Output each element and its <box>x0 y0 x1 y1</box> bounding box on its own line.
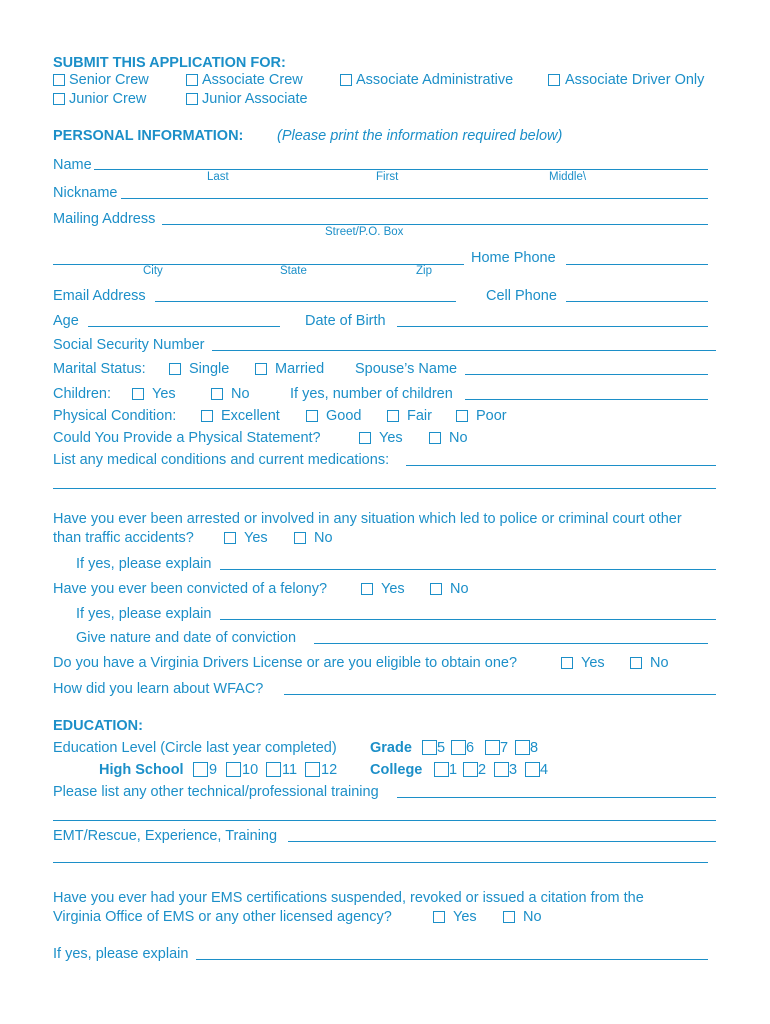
associate-administrative-label: Associate Administrative <box>356 72 514 88</box>
conviction-field[interactable] <box>314 643 708 644</box>
hs-11-checkbox[interactable] <box>266 762 281 777</box>
grade-5-label: 5 <box>437 740 446 756</box>
submit-heading: SUBMIT THIS APPLICATION FOR: <box>53 55 286 71</box>
statement-no-label: No <box>449 430 468 446</box>
learn-field[interactable] <box>284 694 716 695</box>
personal-instruction: (Please print the information required below) <box>277 128 563 144</box>
education-level-label: Education Level (Circle last year completed) <box>53 740 337 756</box>
number-children-field[interactable] <box>465 399 708 400</box>
felony-yes-checkbox[interactable] <box>361 583 373 595</box>
married-checkbox[interactable] <box>255 363 267 375</box>
emt-field[interactable] <box>288 841 716 842</box>
fair-label: Fair <box>407 408 432 424</box>
grade-6-label: 6 <box>466 740 475 756</box>
excellent-checkbox[interactable] <box>201 410 213 422</box>
home-phone-label: Home Phone <box>471 250 556 266</box>
dob-label: Date of Birth <box>305 313 386 329</box>
middle-caption: Middle\ <box>549 171 587 183</box>
senior-crew-checkbox[interactable] <box>53 74 65 86</box>
cell-phone-field[interactable] <box>566 301 708 302</box>
single-checkbox[interactable] <box>169 363 181 375</box>
felony-question: Have you ever been convicted of a felony? <box>53 581 328 597</box>
grade-6-checkbox[interactable] <box>451 740 466 755</box>
arrested-explain-label: If yes, please explain <box>76 556 212 572</box>
associate-crew-checkbox[interactable] <box>186 74 198 86</box>
felony-explain-label: If yes, please explain <box>76 606 212 622</box>
cell-phone-label: Cell Phone <box>486 288 557 304</box>
zip-caption: Zip <box>416 265 432 277</box>
medical-field-2[interactable] <box>53 488 716 489</box>
hs-9-label: 9 <box>209 762 218 778</box>
spouse-name-label: Spouse’s Name <box>355 361 458 377</box>
felony-no-label: No <box>450 581 469 597</box>
married-label: Married <box>275 361 325 377</box>
children-label: Children: <box>53 386 112 402</box>
ssn-field[interactable] <box>212 350 716 351</box>
single-label: Single <box>189 361 230 377</box>
first-caption: First <box>376 171 399 183</box>
grade-5-checkbox[interactable] <box>422 740 437 755</box>
hs-10-checkbox[interactable] <box>226 762 241 777</box>
medical-field[interactable] <box>406 465 716 466</box>
college-4-label: 4 <box>540 762 549 778</box>
college-4-checkbox[interactable] <box>525 762 540 777</box>
city-caption: City <box>143 265 163 277</box>
arrested-question-line1: Have you ever been arrested or involved in any situation which led to police or criminal court other <box>53 511 682 527</box>
name-label: Name <box>53 157 92 173</box>
age-field[interactable] <box>88 326 280 327</box>
ems-no-checkbox[interactable] <box>503 911 515 923</box>
name-field[interactable] <box>94 169 708 170</box>
training-field[interactable] <box>397 797 716 798</box>
fair-checkbox[interactable] <box>387 410 399 422</box>
arrested-explain-field[interactable] <box>220 569 716 570</box>
children-no-checkbox[interactable] <box>211 388 223 400</box>
children-no-label: No <box>231 386 250 402</box>
personal-heading: PERSONAL INFORMATION: <box>53 128 244 144</box>
senior-crew-label: Senior Crew <box>69 72 149 88</box>
arrested-no-label: No <box>314 530 333 546</box>
conviction-label: Give nature and date of conviction <box>76 630 297 646</box>
nickname-field[interactable] <box>121 198 708 199</box>
college-1-label: 1 <box>449 762 458 778</box>
age-label: Age <box>53 313 79 329</box>
hs-12-checkbox[interactable] <box>305 762 320 777</box>
college-2-checkbox[interactable] <box>463 762 478 777</box>
felony-yes-label: Yes <box>381 581 405 597</box>
training-field-2[interactable] <box>53 820 716 821</box>
state-caption: State <box>280 265 307 277</box>
statement-no-checkbox[interactable] <box>429 432 441 444</box>
college-2-label: 2 <box>478 762 487 778</box>
ems-yes-label: Yes <box>453 909 477 925</box>
children-yes-checkbox[interactable] <box>132 388 144 400</box>
college-3-checkbox[interactable] <box>494 762 509 777</box>
hs-12-label: 12 <box>321 762 338 778</box>
good-checkbox[interactable] <box>306 410 318 422</box>
grade-7-label: 7 <box>500 740 509 756</box>
felony-no-checkbox[interactable] <box>430 583 442 595</box>
physical-condition-label: Physical Condition: <box>53 408 177 424</box>
street-caption: Street/P.O. Box <box>325 226 404 238</box>
home-phone-field[interactable] <box>566 264 708 265</box>
arrested-yes-checkbox[interactable] <box>224 532 236 544</box>
arrested-yes-label: Yes <box>244 530 268 546</box>
medical-label: List any medical conditions and current medications: <box>53 452 390 468</box>
city-state-zip-field[interactable] <box>53 264 464 265</box>
arrested-question-line2: than traffic accidents? <box>53 530 194 546</box>
associate-driver-only-label: Associate Driver Only <box>565 72 705 88</box>
mailing-address-label: Mailing Address <box>53 211 156 227</box>
license-no-label: No <box>650 655 669 671</box>
statement-yes-checkbox[interactable] <box>359 432 371 444</box>
children-yes-label: Yes <box>152 386 176 402</box>
ems-yes-checkbox[interactable] <box>433 911 445 923</box>
felony-explain-field[interactable] <box>220 619 716 620</box>
license-yes-checkbox[interactable] <box>561 657 573 669</box>
poor-label: Poor <box>476 408 507 424</box>
grade-8-label: 8 <box>530 740 539 756</box>
ems-explain-label: If yes, please explain <box>53 946 189 962</box>
ems-question-line1: Have you ever had your EMS certifications suspended, revoked or issued a citation from the <box>53 890 644 906</box>
license-yes-label: Yes <box>581 655 605 671</box>
last-caption: Last <box>207 171 229 183</box>
mailing-address-field[interactable] <box>162 224 708 225</box>
grade-label: Grade <box>370 740 412 756</box>
email-label: Email Address <box>53 288 146 304</box>
hs-11-label: 11 <box>282 762 298 778</box>
junior-associate-checkbox[interactable] <box>186 93 198 105</box>
college-label: College <box>370 762 423 778</box>
marital-status-label: Marital Status: <box>53 361 146 377</box>
statement-yes-label: Yes <box>379 430 403 446</box>
emt-label: EMT/Rescue, Experience, Training <box>53 828 278 844</box>
license-no-checkbox[interactable] <box>630 657 642 669</box>
learn-label: How did you learn about WFAC? <box>53 681 264 697</box>
poor-checkbox[interactable] <box>456 410 468 422</box>
good-label: Good <box>326 408 362 424</box>
emt-field-2[interactable] <box>53 862 708 863</box>
ems-explain-field[interactable] <box>196 959 708 960</box>
spouse-name-field[interactable] <box>465 374 708 375</box>
dob-field[interactable] <box>397 326 708 327</box>
arrested-no-checkbox[interactable] <box>294 532 306 544</box>
high-school-label: High School <box>99 762 184 778</box>
ssn-label: Social Security Number <box>53 337 205 353</box>
associate-administrative-checkbox[interactable] <box>340 74 352 86</box>
college-1-checkbox[interactable] <box>434 762 449 777</box>
hs-10-label: 10 <box>242 762 259 778</box>
associate-crew-label: Associate Crew <box>202 72 303 88</box>
college-3-label: 3 <box>509 762 518 778</box>
junior-crew-label: Junior Crew <box>69 91 147 107</box>
training-label: Please list any other technical/professional training <box>53 784 379 800</box>
email-field[interactable] <box>155 301 456 302</box>
physical-statement-label: Could You Provide a Physical Statement? <box>53 430 321 446</box>
grade-7-checkbox[interactable] <box>485 740 500 755</box>
excellent-label: Excellent <box>221 408 280 424</box>
hs-9-checkbox[interactable] <box>193 762 208 777</box>
nickname-label: Nickname <box>53 185 118 201</box>
license-question: Do you have a Virginia Drivers License or are you eligible to obtain one? <box>53 655 518 671</box>
junior-associate-label: Junior Associate <box>202 91 308 107</box>
junior-crew-checkbox[interactable] <box>53 93 65 105</box>
ems-question-line2: Virginia Office of EMS or any other licensed agency? <box>53 909 392 925</box>
grade-8-checkbox[interactable] <box>515 740 530 755</box>
education-heading: EDUCATION: <box>53 718 143 734</box>
number-children-label: If yes, number of children <box>290 386 453 402</box>
associate-driver-only-checkbox[interactable] <box>548 74 560 86</box>
ems-no-label: No <box>523 909 542 925</box>
